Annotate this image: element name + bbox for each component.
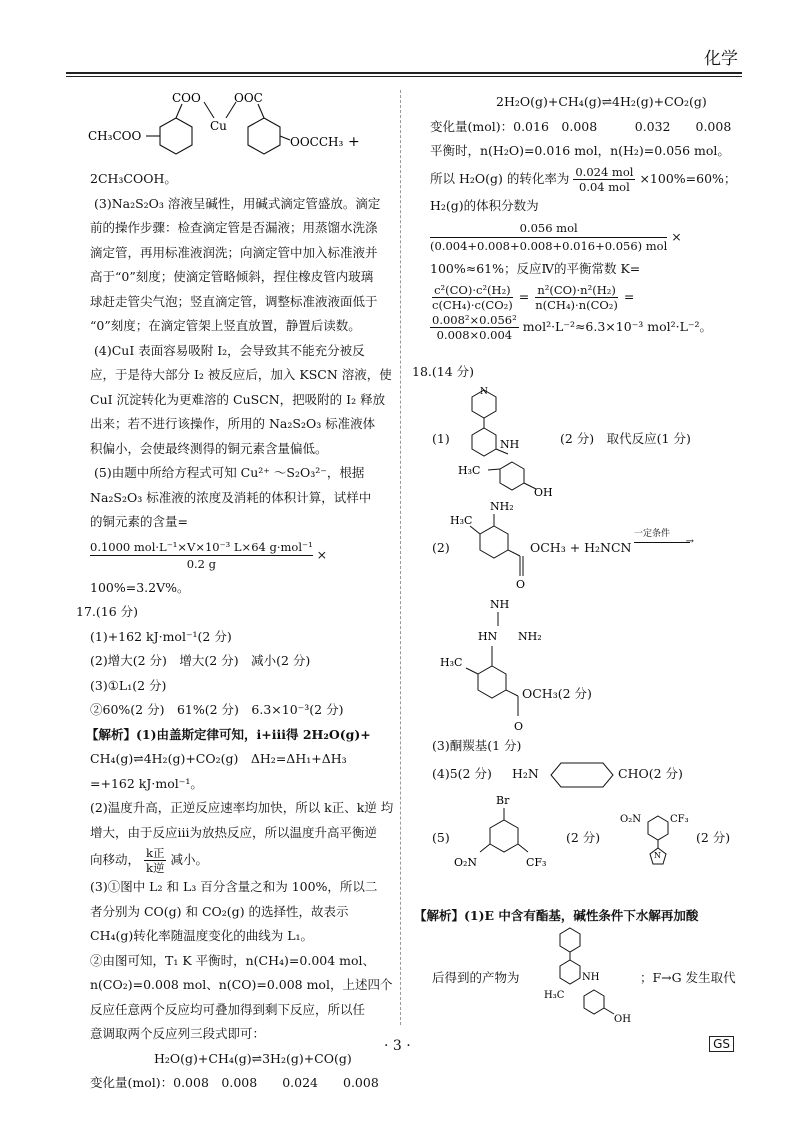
times-sign: × [671,229,682,244]
copper-fraction [90,539,390,572]
eq-sign: = [518,288,530,304]
nh2-label: NH₂ [490,500,514,513]
explain-line: (3)①图中 L₂ 和 L₃ 百分含量之和为 100%，所以二 [90,879,378,894]
explain-line [90,845,390,875]
arrow-icon: → [634,542,690,543]
header-rule-thin [66,76,742,77]
equation-change: 变化量(mol)：0.016 0.008 0.032 0.008 [430,118,732,134]
explain-line: CH₄(g)⇌4H₂(g)+CO₂(g) ΔH₂=ΔH₁+ΔH₃ [90,751,347,766]
s4-left: H₂N [512,766,539,781]
volume-fraction [430,220,750,255]
k3-num: 0.008²×0.056² [432,312,517,327]
s5-label: (5) [432,830,450,845]
subject-title: 化学 [704,49,738,69]
o2n-label: O₂N [454,856,478,869]
k-value [430,312,750,342]
explain-line: 者分别为 CO(g) 和 CO₂(g) 的选择性，故表示 [90,903,349,919]
text-line: 高于“0”刻度；使滴定管略倾斜，捏住橡皮管内玻璃 [90,269,374,284]
k1-den: c(CH₄)·c(CO₂) [432,297,513,312]
o2n-label: O₂N [620,814,641,825]
answer-4: ②60%(2 分) 61%(2 分) 6.3×10⁻³(2 分) [90,702,344,717]
text: 所以 H₂O(g) 的转化率为 [430,170,570,186]
equil-const-line: 100%≈61%；反应Ⅳ的平衡常数 K= [430,261,641,276]
s2-label: (2) [432,540,450,555]
s3-line: (3)酮羰基(1 分) [432,738,522,753]
nh-label: NH [582,972,600,983]
text-line: 出来；若不进行该操作，所用的 Na₂S₂O₃ 标准液体 [90,416,376,431]
answer-2: (2)增大(2 分) 增大(2 分) 减小(2 分) [90,653,311,668]
s4-line [432,762,492,787]
o-label: O [516,578,526,591]
conv-num: 0.024 mol [575,164,634,179]
s4-a: (4)5(2 分) [432,766,492,781]
text-line: “0”刻度；在滴定管架上竖直放置，静置后读数。 [90,318,361,333]
s1-label: (1) [432,431,450,446]
struct-r2: OOC [234,91,263,105]
answer-3: (3)①L₁(2 分) [90,677,167,693]
o-label: O [514,720,524,733]
n-label: N [654,851,661,860]
nh2-label: NH₂ [518,630,542,643]
explain-18c: ；F→G 发生取代 [640,970,736,985]
struct-2b [440,596,600,750]
text-line: 的铜元素的含量= [90,514,188,529]
s5-mid: (2 分) [566,830,601,845]
struct-1 [430,384,570,508]
times-sign: × [316,546,328,562]
frac-den: 0.2 g [186,556,216,571]
explain-line: CH₄(g)转化率随温度变化的曲线为 L₁。 [90,928,314,943]
k2-num: n²(CO)·n²(H₂) [537,282,616,297]
text-line: Na₂S₂O₃ 标准液的浓度及消耗的体积计算，试样中 [90,489,372,505]
cond-text: 一定条件 [634,529,671,539]
explain-18a: 【解析】(1)E 中含有酯基，碱性条件下水解再加酸 [414,908,699,923]
q17-heading: 17.(16 分) [76,604,139,619]
answer-1: (1)+162 kJ·mol⁻¹(2 分) [90,628,232,644]
cond-arrow [634,528,694,547]
explain-line: (2)温度升高，正逆反应速率均加快，所以 k正、k逆 均 [90,800,394,815]
cf3-label: CF₃ [526,856,547,869]
benzene-icon [547,760,617,794]
s2-tail: OCH₃ + H₂NCN [530,540,632,555]
text-line: 积偏小，会使最终测得的铜元素含量偏低。 [90,440,328,456]
text-line: 前的操作步骤：检查滴定管是否漏液；用蒸馏水洗涤 [90,220,378,235]
paper-code: GS [709,1036,734,1052]
k-den: k逆 [146,861,165,875]
struct-r1: COO [172,91,201,105]
k3-den: 0.008×0.004 [436,327,513,342]
hn-label: HN [478,630,498,643]
text-line: 滴定管，再用标准液润洗；向滴定管中加入标准液并 [90,244,378,260]
struct-5a [452,792,562,896]
text-line: 2CH₃COOH。 [90,171,177,186]
k-expression [430,282,750,312]
nh-label: NH [490,598,510,611]
equation-line: H₂O(g)+CH₄(g)⇌3H₂(g)+CO(g) [154,1050,352,1066]
h3c-label: H₃C [450,514,473,527]
equation-equil: 平衡时，n(H₂O)=0.016 mol，n(H₂)=0.056 mol。 [430,143,730,158]
h3c-label: H₃C [458,464,481,477]
nh-label: NH [500,438,520,451]
br-label: Br [496,794,510,807]
struct-left: CH₃COO [88,129,142,143]
k-num: k正 [146,846,165,860]
explain-line: 意调取两个反应列三段式即可： [90,1026,266,1041]
oh-label: OH [534,486,553,499]
percent-line: 100%=3.2V%。 [90,579,190,595]
conv-den: 0.04 mol [579,179,630,194]
text-line: CuI 沉淀转化为更难溶的 CuSCN，把吸附的 I₂ 释放 [90,391,386,407]
explain-line: =+162 kJ·mol⁻¹。 [90,775,203,791]
explain-18b: 后得到的产物为 [432,970,520,985]
s5-end: (2 分) [696,830,731,845]
text-line: 应，于是待大部分 I₂ 被反应后，加入 KSCN 溶液，使 [90,367,392,382]
k2-den: n(CH₄)·n(CO₂) [535,297,618,312]
explain-line: ②由图可知，T₁ K 平衡时，n(CH₄)=0.004 mol、 [90,952,376,968]
explain-line: 增大，由于反应ⅲ为放热反应，所以温度升高平衡逆 [90,824,377,840]
struct-right: OOCCH₃ [290,135,344,149]
eq-sign: = [623,288,635,304]
equation-line: 2H₂O(g)+CH₄(g)⇌4H₂(g)+CO₂(g) [496,94,707,109]
frac-num: 0.1000 mol·L⁻¹×V×10⁻³ L×64 g·mol⁻¹ [90,539,313,554]
q18-heading: 18.(14 分) [412,364,475,379]
vol-den: (0.004+0.008+0.008+0.016+0.056) mol [430,239,668,253]
struct-plus: + [348,134,360,150]
vol-num: 0.056 mol [430,220,667,238]
page-number: · 3 · [384,1038,411,1054]
equation-change: 变化量(mol)：0.008 0.008 0.024 0.008 [90,1075,379,1090]
text-line: 球赶走管尖气泡；竖直滴定管，调整标准液液面低于 [90,293,378,309]
h3c-label: H₃C [544,990,565,1001]
text-line: (5)由题中所给方程式可知 Cu²⁺ ～S₂O₃²⁻，根据 [94,465,365,480]
s4-right: CHO(2 分) [618,766,683,781]
column-divider [400,90,401,1025]
explain-line: n(CO₂)=0.008 mol、n(CO)=0.008 mol，上述四个 [90,977,393,992]
conversion-line [430,164,750,194]
text: mol²·L⁻²≈6.3×10⁻³ mol²·L⁻²。 [522,318,713,334]
s2b-text: OCH₃(2 分) [522,686,592,701]
header-rule [66,72,742,74]
explain-text: 向移动， [90,852,141,867]
text-line: (4)CuI 表面容易吸附 I₂，会导致其不能充分被反 [94,342,365,358]
text: ×100%=60%； [639,170,737,186]
k1-num: c²(CO)·c²(H₂) [434,282,511,297]
oh-label: OH [614,1014,631,1025]
explain-line: 【解析】(1)由盖斯定律可知，ⅰ+ⅲ得 2H₂O(g)+ [86,726,371,742]
explain-line: 反应任意两个反应均可叠加得到剩下反应，所以任 [90,1001,366,1017]
s1-text: (2 分) 取代反应(1 分) [560,431,691,446]
n-label: N [480,387,488,397]
volume-line: H₂(g)的体积分数为 [430,197,539,213]
explain-text: 减小。 [170,852,208,867]
text-line: (3)Na₂S₂O₃ 溶液呈碱性，用碱式滴定管盛放。滴定 [94,195,381,211]
cf3-label: CF₃ [670,814,689,825]
struct-cu: Cu [210,119,227,133]
right-column-top [430,90,750,342]
left-column [76,167,394,1096]
struct-copper-complex [86,88,366,174]
h3c-label: H₃C [440,656,463,669]
